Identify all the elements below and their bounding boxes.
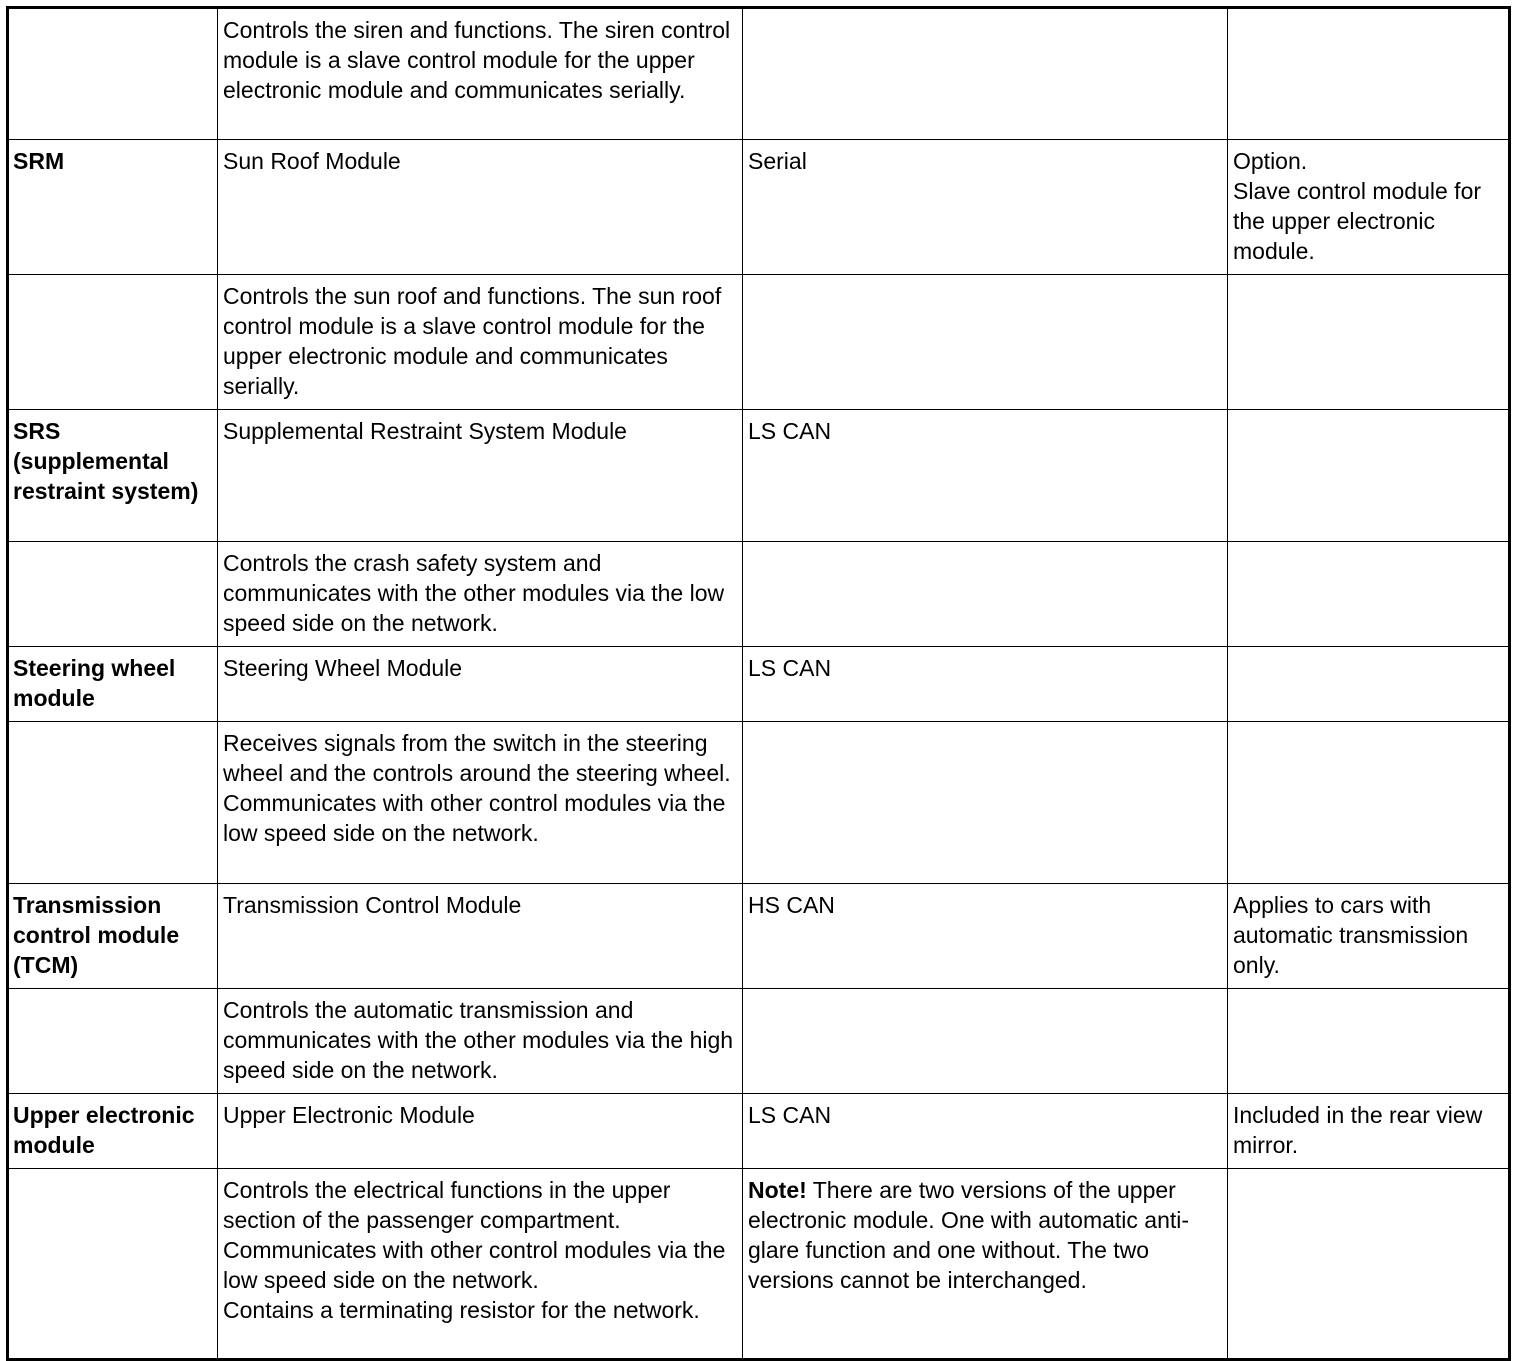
remark-cell <box>1228 989 1510 1094</box>
remark-cell <box>1228 275 1510 410</box>
description-cell: Controls the electrical functions in the upper section of the passenger compartment. Communicates with other control modules via the low speed side on the network. Contains a terminating resistor for the network. <box>218 1169 743 1360</box>
note-label: Note! <box>748 1177 807 1203</box>
description-cell: Supplemental Restraint System Module <box>218 410 743 542</box>
table-row <box>8 884 1510 989</box>
module-name-cell <box>8 722 218 884</box>
network-cell: LS CAN <box>743 410 1228 542</box>
description-cell: Controls the sun roof and functions. The sun roof control module is a slave control module for the upper electronic module and communicates serially. <box>218 275 743 410</box>
table-row <box>8 140 1510 275</box>
module-name-cell: Steering wheel module <box>8 647 218 722</box>
module-table <box>6 6 1511 1361</box>
table-row <box>8 722 1510 884</box>
table-row <box>8 1094 1510 1169</box>
module-name-cell: SRM <box>8 140 218 275</box>
remark-cell <box>1228 722 1510 884</box>
remark-cell <box>1228 1169 1510 1360</box>
description-cell: Upper Electronic Module <box>218 1094 743 1169</box>
description-cell: Controls the siren and functions. The siren control module is a slave control module for the upper electronic module and communicates serially. <box>218 8 743 140</box>
description-cell: Sun Roof Module <box>218 140 743 275</box>
network-cell <box>743 1169 1228 1360</box>
description-cell: Controls the crash safety system and communicates with the other modules via the low speed side on the network. <box>218 542 743 647</box>
note-text: There are two versions of the upper electronic module. One with automatic anti-glare function and one without. The two versions cannot be interchanged. <box>748 1177 1190 1293</box>
table-row <box>8 410 1510 542</box>
table-row <box>8 542 1510 647</box>
network-cell <box>743 542 1228 647</box>
remark-cell <box>1228 410 1510 542</box>
remark-cell <box>1228 647 1510 722</box>
network-cell <box>743 989 1228 1094</box>
network-cell <box>743 275 1228 410</box>
remark-cell: Applies to cars with automatic transmission only. <box>1228 884 1510 989</box>
network-cell: LS CAN <box>743 1094 1228 1169</box>
module-name-cell <box>8 989 218 1094</box>
module-name-cell <box>8 542 218 647</box>
module-name-cell: Transmission control module (TCM) <box>8 884 218 989</box>
module-name-cell: SRS (supplemental restraint system) <box>8 410 218 542</box>
table-row <box>8 275 1510 410</box>
table-row <box>8 647 1510 722</box>
remark-cell: Included in the rear view mirror. <box>1228 1094 1510 1169</box>
remark-cell: Option. Slave control module for the upper electronic module. <box>1228 140 1510 275</box>
network-cell: Serial <box>743 140 1228 275</box>
description-cell: Steering Wheel Module <box>218 647 743 722</box>
table-row <box>8 989 1510 1094</box>
table-row <box>8 1169 1510 1360</box>
network-cell: LS CAN <box>743 647 1228 722</box>
module-name-cell <box>8 8 218 140</box>
table-row <box>8 8 1510 140</box>
description-cell: Receives signals from the switch in the steering wheel and the controls around the steering wheel. Communicates with other control modules via the low speed side on the network. <box>218 722 743 884</box>
module-name-cell: Upper electronic module <box>8 1094 218 1169</box>
network-cell <box>743 8 1228 140</box>
remark-cell <box>1228 8 1510 140</box>
network-cell: HS CAN <box>743 884 1228 989</box>
description-cell: Transmission Control Module <box>218 884 743 989</box>
remark-cell <box>1228 542 1510 647</box>
network-cell <box>743 722 1228 884</box>
module-name-cell <box>8 275 218 410</box>
module-name-cell <box>8 1169 218 1360</box>
description-cell: Controls the automatic transmission and communicates with the other modules via the high speed side on the network. <box>218 989 743 1094</box>
